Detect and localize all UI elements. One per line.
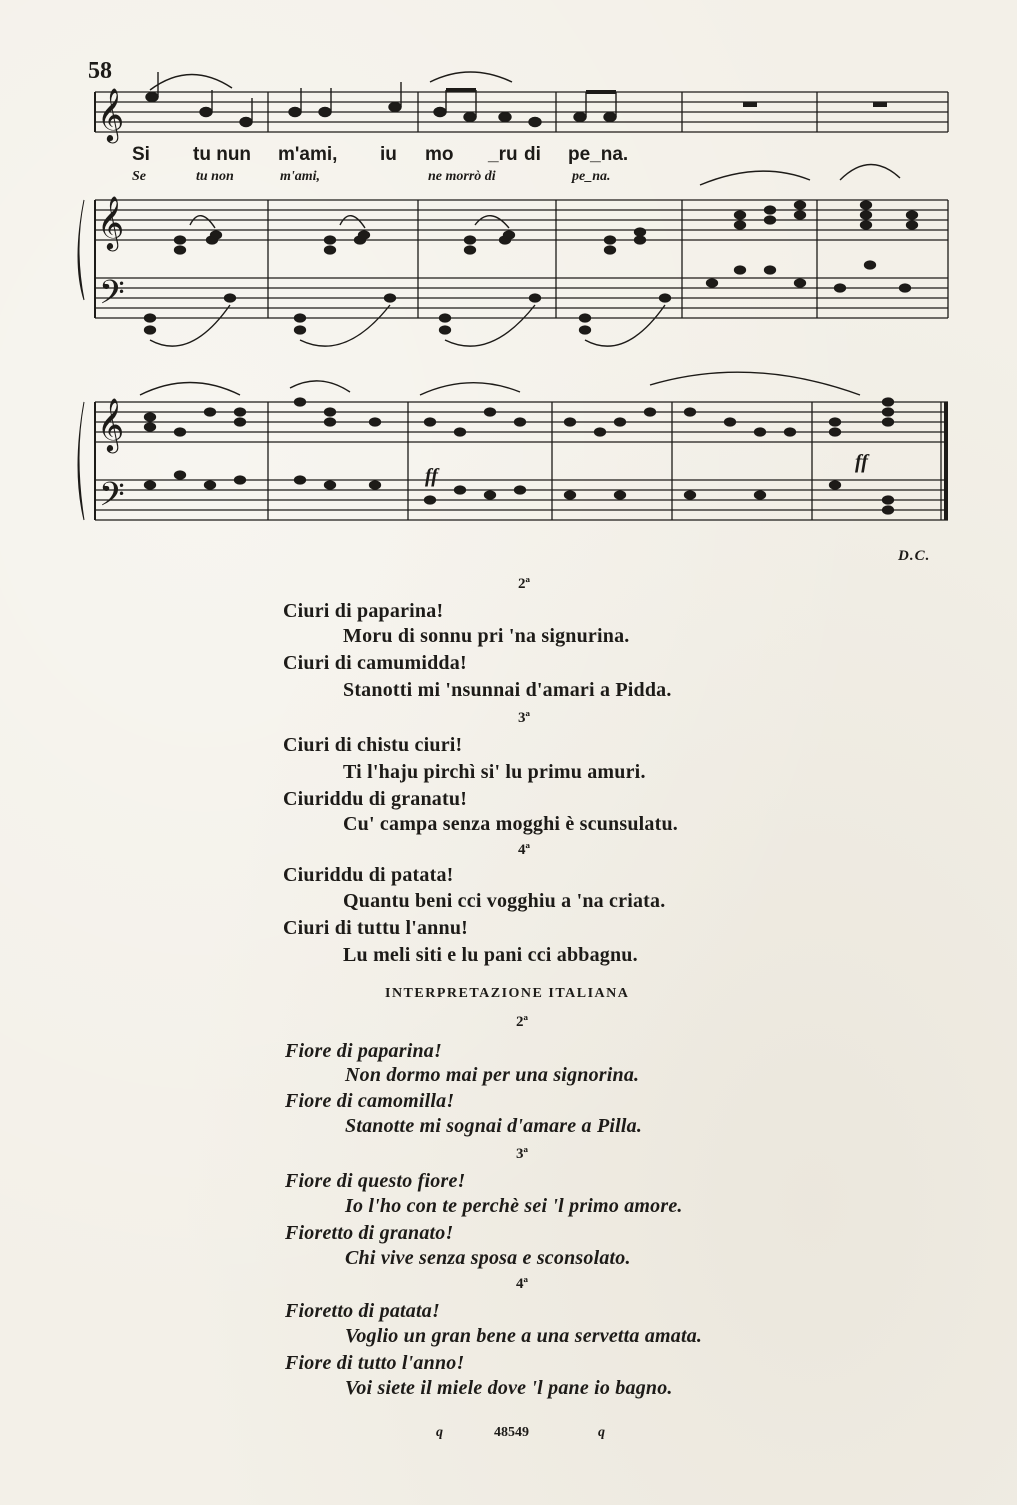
dynamic-marking: ff xyxy=(425,465,438,487)
lyric-translation: pe_na. xyxy=(572,169,611,184)
verse-line: Stanotte mi sognai d'amare a Pilla. xyxy=(345,1115,643,1137)
verse-line: Ti l'haju pirchì si' lu primu amuri. xyxy=(343,761,646,783)
lyric-translation: tu non xyxy=(196,169,234,184)
music-score xyxy=(0,0,1017,570)
treble-clef-icon: 𝄞 xyxy=(97,397,125,451)
lyric-translation: Se xyxy=(132,169,146,184)
section-heading: INTERPRETAZIONE ITALIANA xyxy=(385,986,630,1001)
verse-number: 3ª xyxy=(516,1146,528,1162)
lyric-syllable: mo xyxy=(425,144,454,165)
plate-number: 48549 xyxy=(494,1425,529,1440)
piano-bass-staff-1 xyxy=(95,278,948,318)
verse-number: 4ª xyxy=(516,1276,528,1292)
treble-clef-icon: 𝄞 xyxy=(97,87,125,141)
piano-treble-staff-1 xyxy=(95,200,948,240)
piano-chords-1 xyxy=(175,201,918,254)
lyric-syllable: _ru xyxy=(488,144,518,165)
lyric-syllable: iu xyxy=(380,144,397,165)
verse-line: Moru di sonnu pri 'na signurina. xyxy=(343,625,630,647)
piano-chords-2 xyxy=(145,398,894,436)
verse-line: Voi siete il miele dove 'l pane io bagno. xyxy=(345,1377,673,1399)
verse-line: Io l'ho con te perchè sei 'l primo amore. xyxy=(345,1195,683,1217)
lyric-translation: ne morrò di xyxy=(428,169,496,184)
verse-line: Fiore di paparina! xyxy=(285,1040,442,1062)
bass-clef-icon: 𝄢 xyxy=(99,476,125,522)
verse-line: Ciuriddu di granatu! xyxy=(283,788,468,810)
lyric-translation: m'ami, xyxy=(280,169,321,184)
dynamic-marking: ff xyxy=(855,451,868,473)
lyric-syllable: Si xyxy=(132,144,150,165)
verse-number: 3ª xyxy=(518,710,530,726)
footer-mark: q xyxy=(598,1425,605,1440)
da-capo-marking: D.C. xyxy=(898,548,931,564)
bass-clef-icon: 𝄢 xyxy=(99,274,125,320)
verse-line: Ciuri di tuttu l'annu! xyxy=(283,917,469,939)
verse-line: Quantu beni cci vogghiu a 'na criata. xyxy=(343,890,666,912)
verse-line: Stanotti mi 'nsunnai d'amari a Pidda. xyxy=(343,679,672,701)
verse-line: Fioretto di granato! xyxy=(285,1222,454,1244)
verse-line: Cu' campa senza mogghi è scunsulatu. xyxy=(343,813,679,835)
lyric-syllable: pe_na. xyxy=(568,144,629,165)
verse-line: Ciuri di chistu ciuri! xyxy=(283,734,463,756)
verse-line: Ciuri di paparina! xyxy=(283,600,444,622)
verse-line: Chi vive senza sposa e sconsolato. xyxy=(345,1247,631,1269)
verse-line: Fiore di tutto l'anno! xyxy=(285,1352,465,1374)
lyric-syllable: m'ami, xyxy=(278,144,338,165)
page-number: 58 xyxy=(88,58,112,84)
verse-line: Lu meli siti e lu pani cci abbagnu. xyxy=(343,944,638,966)
verse-line: Fioretto di patata! xyxy=(285,1300,440,1322)
verse-line: Fiore di camomilla! xyxy=(285,1090,455,1112)
verse-number: 2ª xyxy=(516,1014,528,1030)
piano-bass-notes-2 xyxy=(145,471,894,514)
verse-line: Fiore di questo fiore! xyxy=(285,1170,466,1192)
footer-mark: q xyxy=(436,1425,443,1440)
verse-line: Voglio un gran bene a una servetta amata. xyxy=(345,1325,703,1347)
verse-number: 4ª xyxy=(518,842,530,858)
verse-line: Ciuri di camumidda! xyxy=(283,652,467,674)
voice-staff xyxy=(95,92,948,132)
treble-clef-icon: 𝄞 xyxy=(97,195,125,249)
lyric-syllable: tu nun xyxy=(193,144,252,165)
verse-line: Ciuriddu di patata! xyxy=(283,864,454,886)
verse-number: 2ª xyxy=(518,576,530,592)
verse-line: Non dormo mai per una signorina. xyxy=(345,1064,640,1086)
lyric-syllable: di xyxy=(524,144,541,165)
